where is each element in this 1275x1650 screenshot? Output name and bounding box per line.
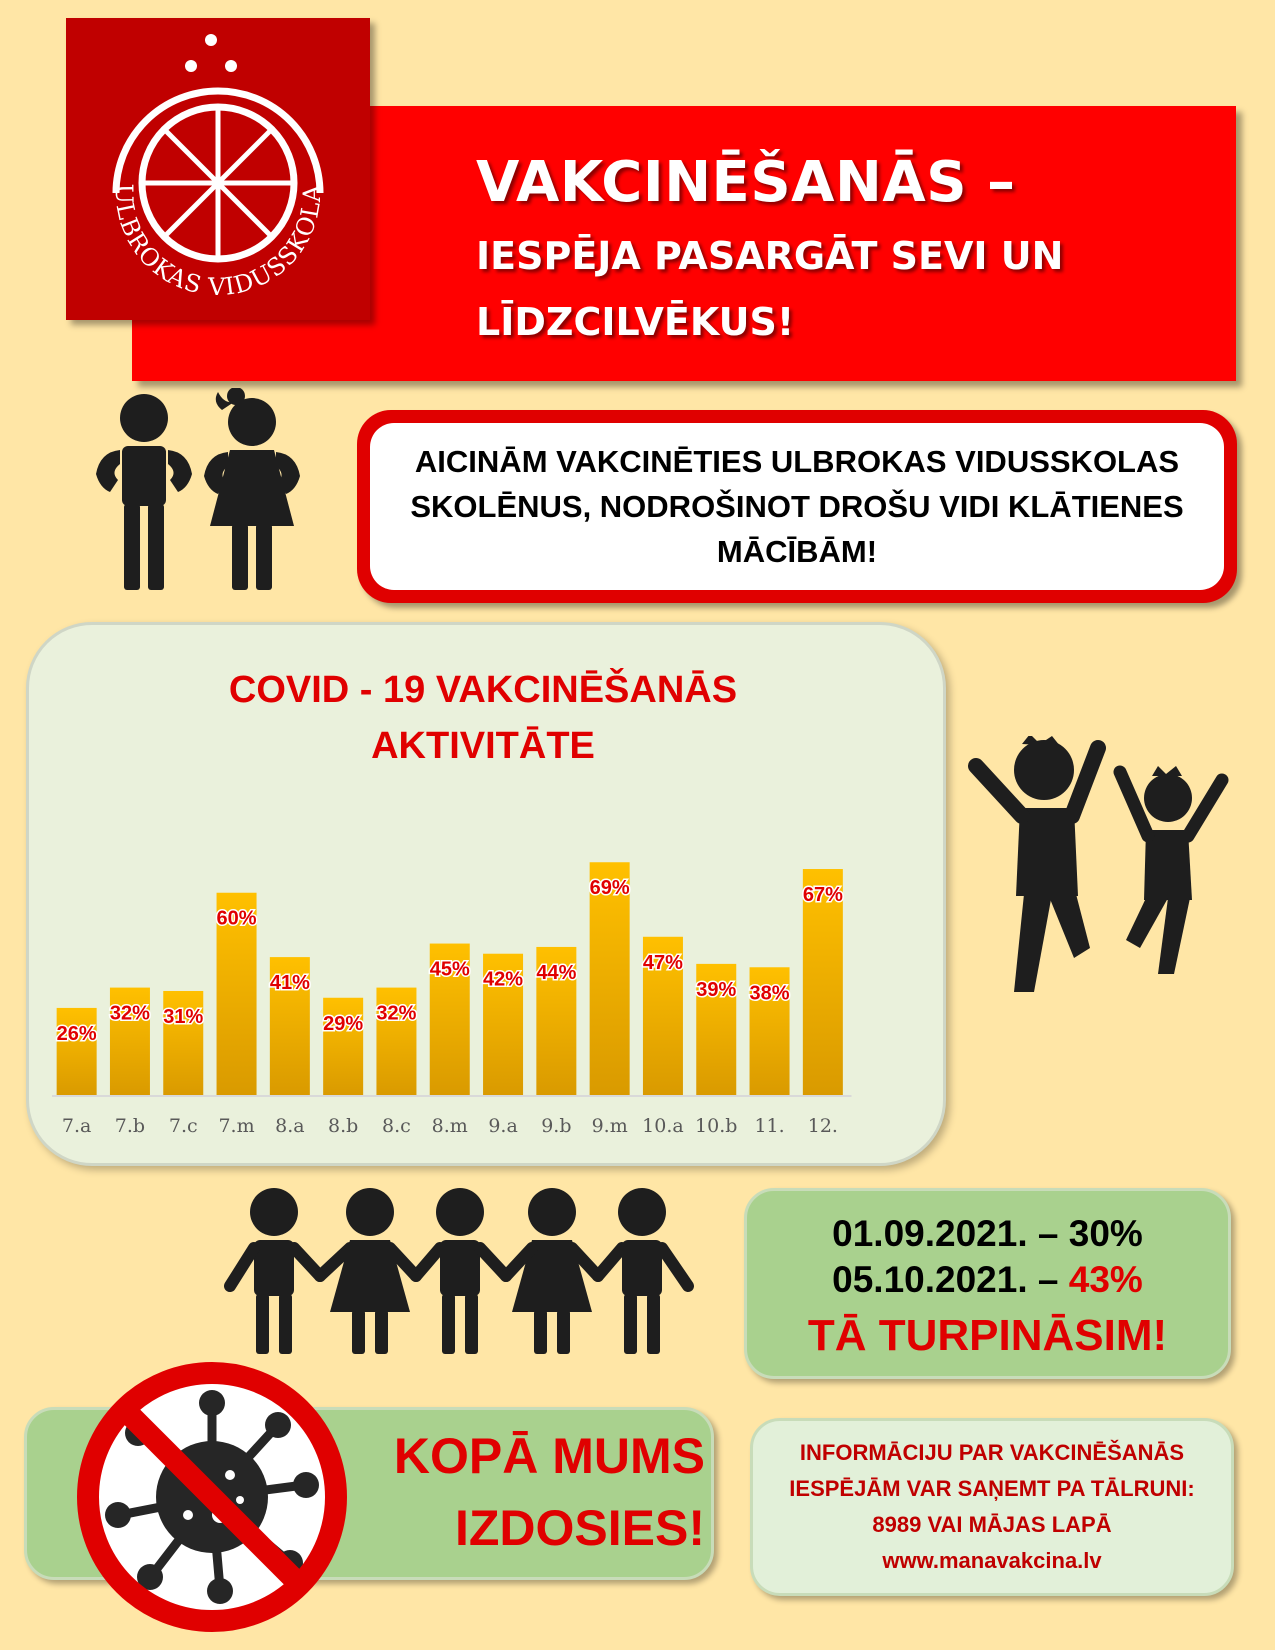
- boy-and-girl-icon: [88, 388, 318, 594]
- category-tick-label: 7.m: [218, 1115, 255, 1137]
- header-title-line-1: VAKCINĒŠANĀS –: [476, 150, 1016, 215]
- bar-value-label: 60%: [216, 907, 257, 930]
- category-tick-label: 9.m: [591, 1115, 628, 1137]
- category-tick-label: 10.b: [695, 1115, 738, 1137]
- together-text: [360, 1420, 705, 1564]
- info-panel: [750, 1418, 1234, 1596]
- progress-date-1: 01.09.2021. –: [832, 1213, 1059, 1254]
- bar-value-label: 38%: [749, 982, 790, 1005]
- invite-callout: [357, 410, 1237, 603]
- bar-value-label: 32%: [376, 1002, 417, 1025]
- info-website-link[interactable]: www.manavakcina.lv: [882, 1548, 1102, 1573]
- category-tick-label: 9.a: [488, 1115, 518, 1137]
- category-tick-label: 12.: [807, 1115, 838, 1137]
- bar-value-label: 39%: [696, 978, 737, 1001]
- category-tick-label: 9.b: [541, 1115, 572, 1137]
- chart-title: COVID - 19 VAKCINĒŠANĀS AKTIVITĀTE: [228, 669, 738, 767]
- info-line-1: INFORMĀCIJU PAR VAKCINĒŠANĀS: [799, 1440, 1185, 1465]
- category-tick-label: 7.b: [114, 1115, 146, 1137]
- school-logo: [66, 18, 370, 320]
- invite-text: AICINĀM VAKCINĒTIES ULBROKAS VIDUSSKOLAS SKOLĒNUS, NODROŠINOT DROŠU VIDI KLĀTIENES MĀCĪBĀM!: [370, 423, 1224, 590]
- bar-value-label: 32%: [109, 1002, 150, 1025]
- slogan: TĀ TURPINĀSIM!: [807, 1311, 1168, 1360]
- school-logo-emblem: [66, 18, 370, 320]
- progress-line-2: [747, 1257, 1228, 1303]
- header-title-line-2: IESPĒJA PASARGĀT SEVI UN: [476, 234, 1064, 278]
- bar-value-label: 26%: [56, 1022, 97, 1045]
- progress-line-1: [747, 1211, 1228, 1257]
- category-tick-label: 10.a: [642, 1115, 684, 1137]
- bar-value-label: 45%: [429, 958, 470, 981]
- category-tick-label: 8.a: [275, 1115, 305, 1137]
- category-tick-label: 7.c: [168, 1115, 198, 1137]
- together-line-1: KOPĀ MUMS: [393, 1428, 705, 1484]
- svg-text:ULBROKAS VIDUSSKOLA: ULBROKAS VIDUSSKOLA: [109, 183, 327, 302]
- vaccination-bar-chart: [52, 812, 922, 1142]
- info-line-3: 8989 VAI MĀJAS LAPĀ: [872, 1512, 1112, 1537]
- category-tick-label: 11.: [754, 1115, 785, 1137]
- no-virus-icon: [70, 1355, 355, 1640]
- bar-value-label: 44%: [536, 961, 577, 984]
- bar-value-label: 29%: [323, 1012, 364, 1035]
- vaccination-progress-panel: [744, 1188, 1231, 1379]
- info-line-2: IESPĒJĀM VAR SAŅEMT PA TĀLRUNI:: [789, 1476, 1195, 1501]
- category-tick-label: 8.c: [382, 1115, 411, 1137]
- progress-value-2: 43%: [1068, 1259, 1143, 1300]
- together-line-2: IZDOSIES!: [454, 1500, 705, 1556]
- bar-value-label: 42%: [483, 968, 524, 991]
- bar-value-label: 31%: [163, 1005, 204, 1028]
- category-tick-label: 8.b: [328, 1115, 359, 1137]
- header-title-line-3: LĪDZCILVĒKUS!: [476, 300, 795, 344]
- jumping-kids-icon: [968, 736, 1230, 1006]
- category-tick-label: 8.m: [431, 1115, 468, 1137]
- bar-value-label: 41%: [269, 972, 310, 995]
- progress-value-1: 30%: [1068, 1213, 1143, 1254]
- bar-7.a: [57, 1008, 97, 1096]
- category-tick-label: 7.a: [61, 1115, 92, 1137]
- bar-value-label: 69%: [589, 877, 630, 900]
- bar-value-label: 47%: [642, 951, 683, 974]
- holding-hands-kids-icon: [224, 1186, 700, 1358]
- progress-date-2: 05.10.2021. –: [832, 1259, 1059, 1300]
- bar-value-label: 67%: [802, 884, 843, 907]
